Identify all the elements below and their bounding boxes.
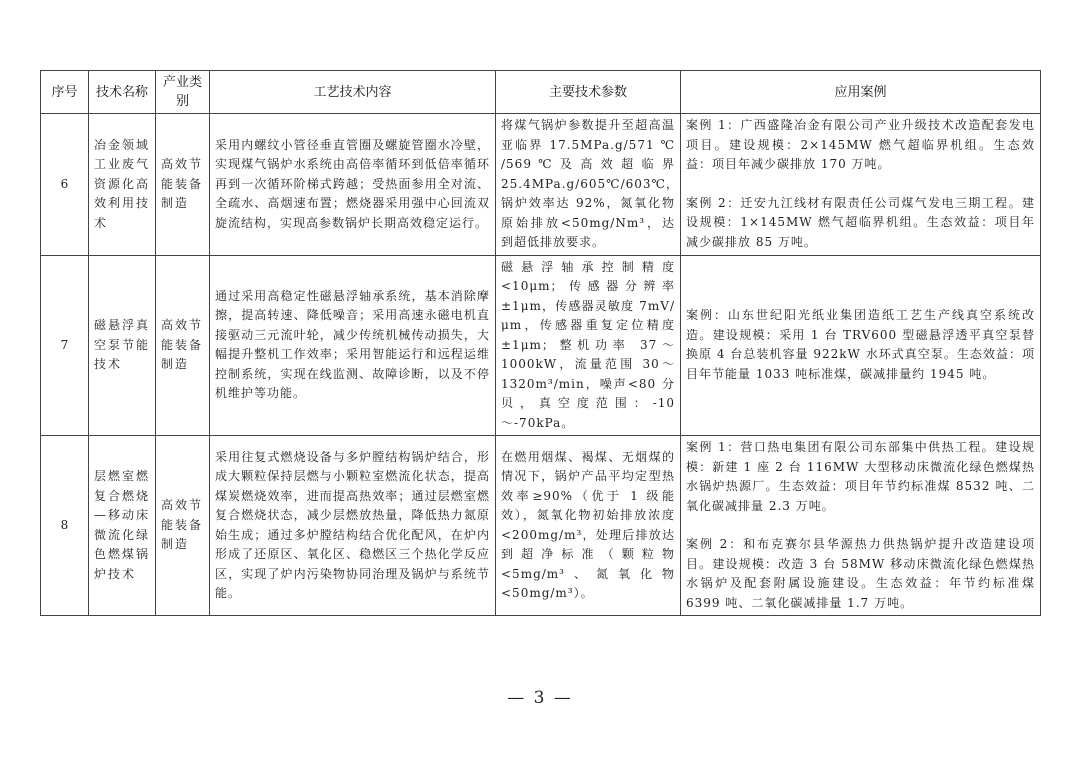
application-cases (681, 436, 1041, 616)
case-item: 案例 2：迁安九江线材有限责任公司煤气发电三期工程。建设规模：1×145MW 燃气超临界机组。生态效益：项目年减少碳排放 85 万吨。 (686, 195, 1035, 249)
process-content: 通过采用高稳定性磁悬浮轴承系统，基本消除摩擦，提高转速、降低噪音；采用高速永磁电机直接驱动三元流叶轮，减少传统机械传动损失，大幅提升整机工作效率；采用智能运行和远程运维控制系统，实现在线监测、故障诊断，以及不停机维护等功能。 (210, 255, 496, 436)
technology-table (40, 70, 1041, 616)
industry-category: 高效节能装备制造 (156, 114, 210, 256)
tech-params: 在燃用烟煤、褐煤、无烟煤的情况下，锅炉产品平均定型热效率≥90%（优于 1 级能效），氮氧化物初始排放浓度<200mg/m³，处理后排放达到超净标准（颗粒物<5mg/m³、氮氧化物<50mg/m³）。 (496, 436, 681, 616)
tech-params: 磁悬浮轴承控制精度<10μm；传感器分辨率±1μm，传感器灵敏度 7mV/μm，传感器重复定位精度±1μm；整机功率 37～1000kW，流量范围 30～1320m³/min，噪声<80 分贝，真空度范围：-10～-70kPa。 (496, 255, 681, 436)
process-content: 采用往复式燃烧设备与多炉膛结构锅炉结合，形成大颗粒保持层燃与小颗粒室燃流化状态，提高煤炭燃烧效率，进而提高热效率；通过层燃室燃复合燃烧状态，减少层燃放热量，降低热力氮原始生成；通过多炉膛结构结合优化配风，在炉内形成了还原区、氧化区、稳燃区三个热化学反应区，实现了炉内污染物协同治理及锅炉与系统节能。 (210, 436, 496, 616)
application-cases (681, 114, 1041, 256)
page-number: — 3 — (507, 688, 573, 708)
case-item: 案例 2：和布克赛尔县华源热力供热锅炉提升改造建设项目。建设规模：改造 3 台 58MW 移动床微流化绿色燃煤热水锅炉及配套附属设施建设。生态效益：年节约标准煤 6399 吨、二氧化碳减排量 1.7 万吨。 (686, 537, 1035, 610)
case-item: 案例 1：营口热电集团有限公司东部集中供热工程。建设规模：新建 1 座 2 台 116MW 大型移动床微流化绿色燃煤热水锅炉热源厂。生态效益：项目年节约标准煤 8532 吨、二氧化碳减排量 2.3 万吨。 (686, 440, 1035, 513)
application-cases (681, 255, 1041, 436)
case-item: 案例：山东世纪阳光纸业集团造纸工艺生产线真空系统改造。建设规模：采用 1 台 TRV600 型磁悬浮透平真空泵替换原 4 台总装机容量 922kW 水环式真空泵。生态效益：项目年节能量 1033 吨标准煤，碳减排量约 1945 吨。 (686, 308, 1035, 381)
process-content: 采用内螺纹小管径垂直管圈及螺旋管圈水冷壁，实现煤气锅炉水系统由高倍率循环到低倍率循环再到一次循环阶梯式跨越；受热面参用全对流、全疏水、高烟速布置；燃烧器采用强中心回流双旋流结构，实现高参数锅炉长期高效稳定运行。 (210, 114, 496, 256)
table-header-row (41, 71, 1041, 114)
row-no: 8 (41, 436, 89, 616)
header-process: 工艺技术内容 (210, 71, 496, 114)
industry-category: 高效节能装备制造 (156, 255, 210, 436)
header-cases: 应用案例 (681, 71, 1041, 114)
header-params: 主要技术参数 (496, 71, 681, 114)
tech-name: 冶金领域工业废气资源化高效利用技术 (89, 114, 156, 256)
table-row (41, 255, 1041, 436)
header-no: 序号 (41, 71, 89, 114)
tech-name: 磁悬浮真空泵节能技术 (89, 255, 156, 436)
header-category: 产业类别 (156, 71, 210, 114)
row-no: 7 (41, 255, 89, 436)
industry-category: 高效节能装备制造 (156, 436, 210, 616)
table-row (41, 114, 1041, 256)
tech-name: 层燃室燃复合燃烧—移动床微流化绿色燃煤锅炉技术 (89, 436, 156, 616)
tech-params: 将煤气锅炉参数提升至超高温亚临界 17.5MPa.g/571 ℃ /569 ℃ 及 高 效 超 临 界 25.4MPa.g/605℃/603℃，锅炉效率达 92%，氮氧化物原始排放<50mg/Nm³，达到超低排放要求。 (496, 114, 681, 256)
row-no: 6 (41, 114, 89, 256)
header-name: 技术名称 (89, 71, 156, 114)
case-item: 案例 1：广西盛隆冶金有限公司产业升级技术改造配套发电项目。建设规模：2×145MW 燃气超临界机组。生态效益：项目年减少碳排放 170 万吨。 (686, 118, 1035, 172)
table-row (41, 436, 1041, 616)
